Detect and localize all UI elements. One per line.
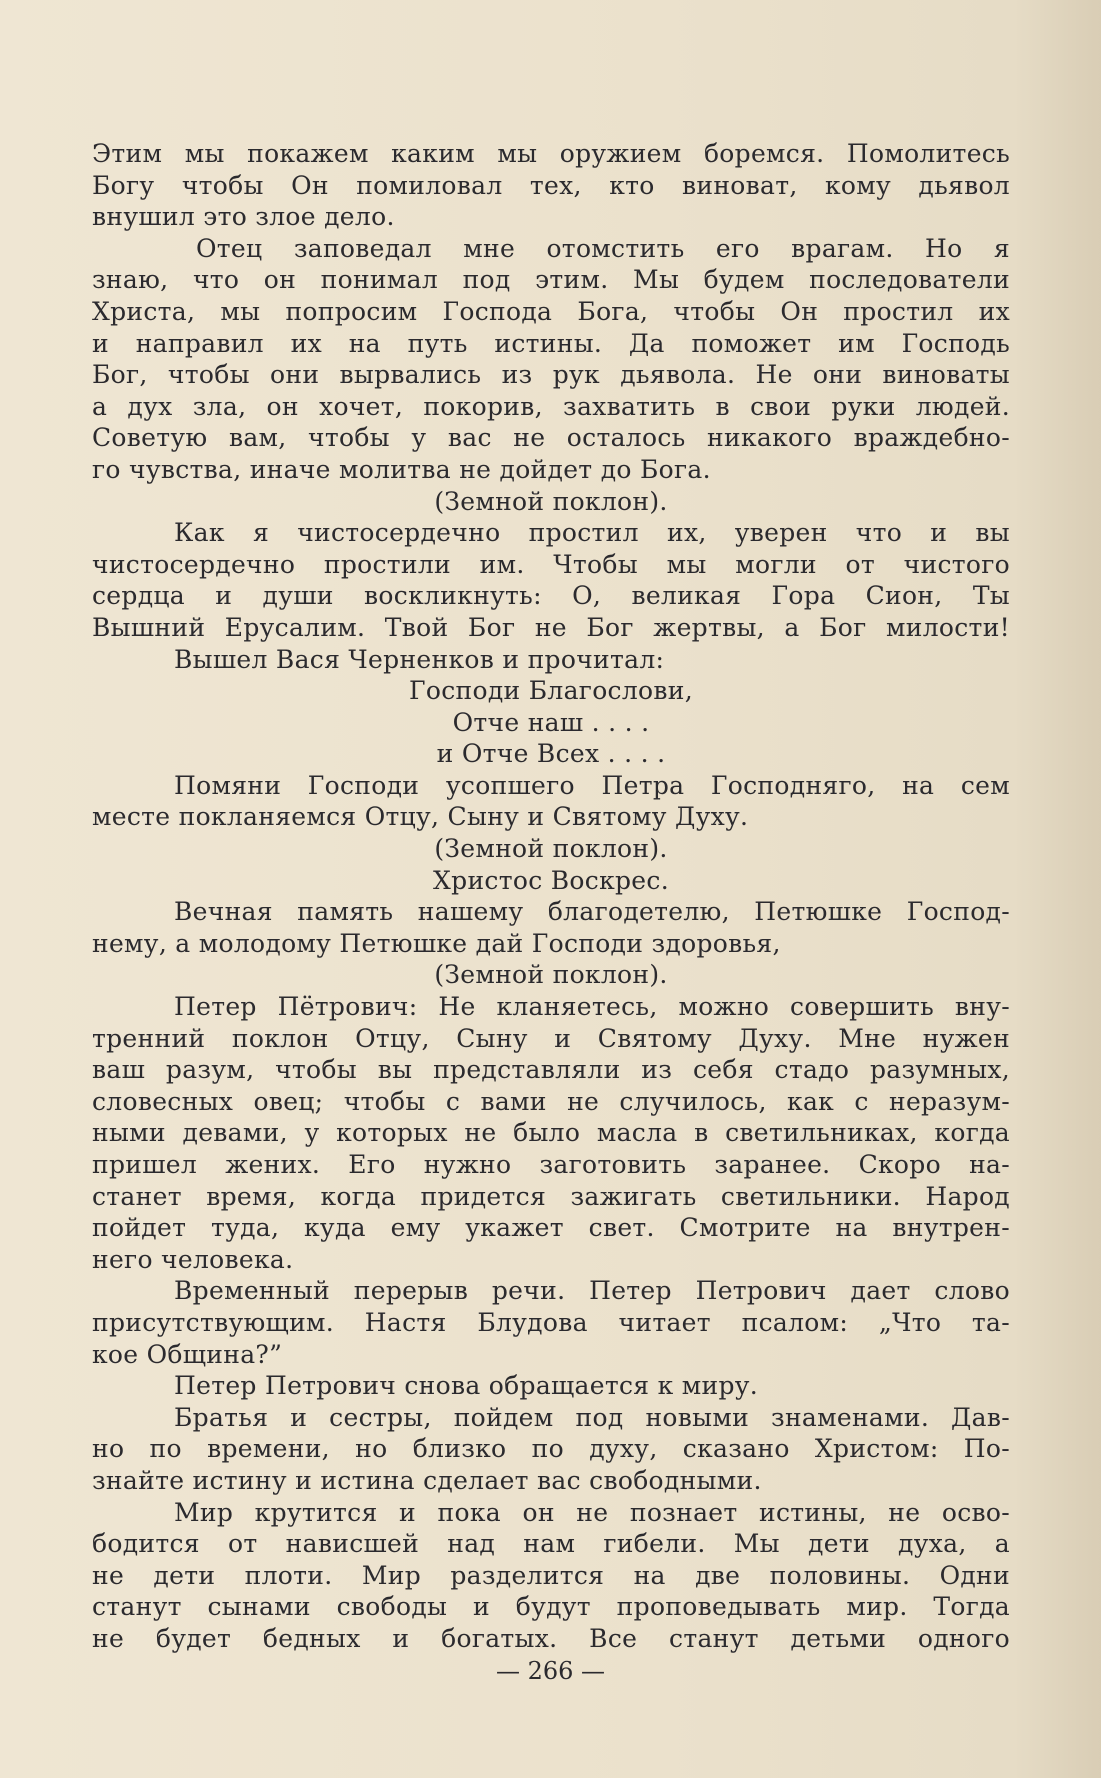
- text-line: станут сынами свободы и будут проповедывать мир. Тогда: [92, 1592, 1010, 1622]
- text-line: кое Община?”: [92, 1339, 283, 1369]
- text-line: Христос Воскрес.: [433, 865, 669, 895]
- text-line: знаю, что он понимал под этим. Мы будем последователи: [92, 265, 1010, 295]
- text-line: Отец заповедал мне отомстить его врагам. Но я: [196, 233, 1010, 263]
- text-line: Богу чтобы Он помиловал тех, кто виноват, кому дьявол: [92, 170, 1010, 200]
- text-line: Бог, чтобы они вырвались из рук дьявола. Не они виноваты: [92, 360, 1010, 390]
- text-line: Как я чистосердечно простил их, уверен что и вы: [174, 518, 1010, 548]
- text-line: нему, а молодому Петюшке дай Господи здоровья,: [92, 928, 781, 958]
- text-line: Временный перерыв речи. Петер Петрович дает слово: [174, 1276, 1010, 1306]
- text-line: Мир крутится и пока он не познает истины, не осво-: [174, 1497, 1010, 1527]
- text-line: чистосердечно простили им. Чтобы мы могли от чистого: [92, 549, 1010, 579]
- text-line: (Земной поклон).: [434, 960, 668, 990]
- text-line: Помяни Господи усопшего Петра Господняго, на сем: [174, 770, 1010, 800]
- text-line: словесных овец; чтобы с вами не случилось, как с неразум-: [92, 1086, 1010, 1116]
- page-number: — 266 —: [495, 1657, 606, 1685]
- text-line: месте покланяемся Отцу, Сыну и Святому Духу.: [92, 802, 749, 832]
- text-line: сердца и души воскликнуть: О, великая Гора Сион, Ты: [92, 581, 1010, 611]
- text-line: Петер Пётрович: Не кланяетесь, можно совершить вну-: [174, 992, 1010, 1022]
- text-line: но по времени, но близко по духу, сказано Христом: По-: [92, 1434, 1010, 1464]
- text-line: го чувства, иначе молитва не дойдет до Бога.: [92, 454, 711, 484]
- text-line: Вышел Вася Черненков и прочитал:: [174, 644, 665, 674]
- text-line: Советую вам, чтобы у вас не осталось никакого враждебно-: [92, 423, 1010, 453]
- text-line: знайте истину и истина сделает вас свободными.: [92, 1465, 762, 1495]
- text-line: Этим мы покажем каким мы оружием боремся. Помолитесь: [92, 139, 1010, 168]
- text-line: Вечная память нашему благодетелю, Петюшке Господ-: [174, 897, 1010, 927]
- text-line: тренний поклон Отцу, Сыну и Святому Духу. Мне нужен: [92, 1023, 1010, 1053]
- text-line: присутствующим. Настя Блудова читает псалом: „Что та-: [92, 1307, 1010, 1337]
- text-line: внушил это злое дело.: [92, 202, 395, 232]
- text-line: (Земной поклон).: [434, 486, 668, 516]
- text-line: и направил их на путь истины. Да поможет им Господь: [92, 328, 1010, 358]
- text-line: а дух зла, он хочет, покорив, захватить в свои руки людей.: [92, 391, 1010, 421]
- text-line: Господи Благослови,: [409, 676, 693, 706]
- text-line: станет время, когда придется зажигать светильники. Народ: [92, 1181, 1010, 1211]
- text-line: пришел жених. Его нужно заготовить заранее. Скоро на-: [92, 1150, 1010, 1179]
- text-line: ными девами, у которых не было масла в светильниках, когда: [92, 1118, 1010, 1148]
- body-text: [92, 138, 1010, 1655]
- text-line: ваш разум, чтобы вы представляли из себя стадо разумных,: [92, 1055, 1010, 1085]
- text-line: него человека.: [92, 1244, 294, 1274]
- text-line: Отче наш . . . .: [452, 707, 650, 737]
- text-line: бодится от нависшей над нам гибели. Мы дети духа, а: [92, 1529, 1010, 1559]
- text-line: Братья и сестры, пойдем под новыми знаменами. Дав-: [174, 1402, 1010, 1432]
- text-line: Вышний Ерусалим. Твой Бог не Бог жертвы, а Бог милости!: [92, 612, 1010, 642]
- text-line: и Отче Всех . . . .: [436, 739, 666, 769]
- text-line: пойдет туда, куда ему укажет свет. Смотрите на внутрен-: [92, 1213, 1010, 1243]
- text-line: не будет бедных и богатых. Все станут детьми одного: [92, 1623, 1010, 1653]
- text-line: Христа, мы попросим Господа Бога, чтобы Он простил их: [92, 296, 1010, 326]
- text-line: (Земной поклон).: [434, 834, 668, 864]
- text-line: не дети плоти. Мир разделится на две половины. Одни: [92, 1560, 1010, 1590]
- text-line: Петер Петрович снова обращается к миру.: [174, 1371, 759, 1401]
